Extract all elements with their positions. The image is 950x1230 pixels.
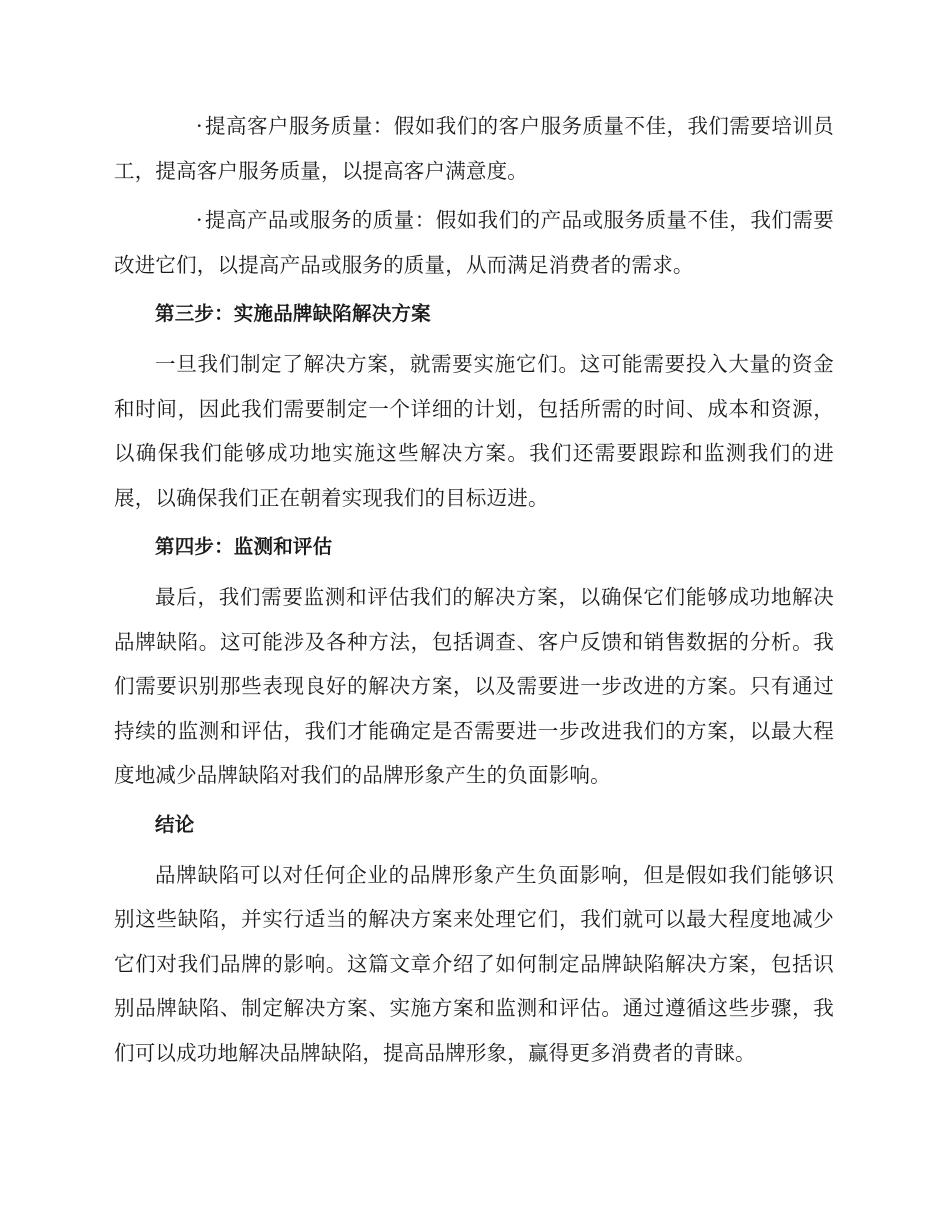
section-body-step4: 最后，我们需要监测和评估我们的解决方案，以确保它们能够成功地解决品牌缺陷。这可能涉及各种方法，包括调查、客户反馈和销售数据的分析。我们需要识别那些表现良好的解决方案，以及需要进一步改进的方案。只有通过持续的监测和评估，我们才能确定是否需要进一步改进我们的方案，以最大程度地减少品牌缺陷对我们的品牌形象产生的负面影响。 (114, 584, 834, 788)
bullet-mark: · (196, 208, 203, 233)
bullet-text: 提高产品或服务的质量：假如我们的产品或服务质量不佳，我们需要改进它们，以提高产品或服务的质量，从而满足消费者的需求。 (114, 208, 834, 277)
bullet-mark: · (196, 114, 203, 138)
bullet-item (114, 198, 834, 287)
bullet-text: 提高客户服务质量：假如我们的客户服务质量不佳，我们需要培训员工，提高客户服务质量，以提高客户满意度。 (114, 114, 834, 183)
bullet-item (114, 104, 834, 193)
document-page (114, 104, 834, 1080)
section-heading-step4: 第四步：监测和评估 (155, 535, 333, 559)
section-heading-conclusion: 结论 (155, 812, 195, 836)
section-body-step3: 一旦我们制定了解决方案，就需要实施它们。这可能需要投入大量的资金和时间，因此我们需要制定一个详细的计划，包括所需的时间、成本和资源，以确保我们能够成功地实施这些解决方案。我们还需要跟踪和监测我们的进展，以确保我们正在朝着实现我们的目标迈进。 (114, 351, 834, 510)
section-body-conclusion: 品牌缺陷可以对任何企业的品牌形象产生负面影响，但是假如我们能够识别这些缺陷，并实行适当的解决方案来处理它们，我们就可以最大程度地减少它们对我们品牌的影响。这篇文章介绍了如何制定品牌缺陷解决方案，包括识别品牌缺陷、制定解决方案、实施方案和监测和评估。通过遵循这些步骤，我们可以成功地解决品牌缺陷，提高品牌形象，赢得更多消费者的青睐。 (114, 862, 834, 1065)
section-heading-step3: 第三步：实施品牌缺陷解决方案 (155, 302, 431, 326)
